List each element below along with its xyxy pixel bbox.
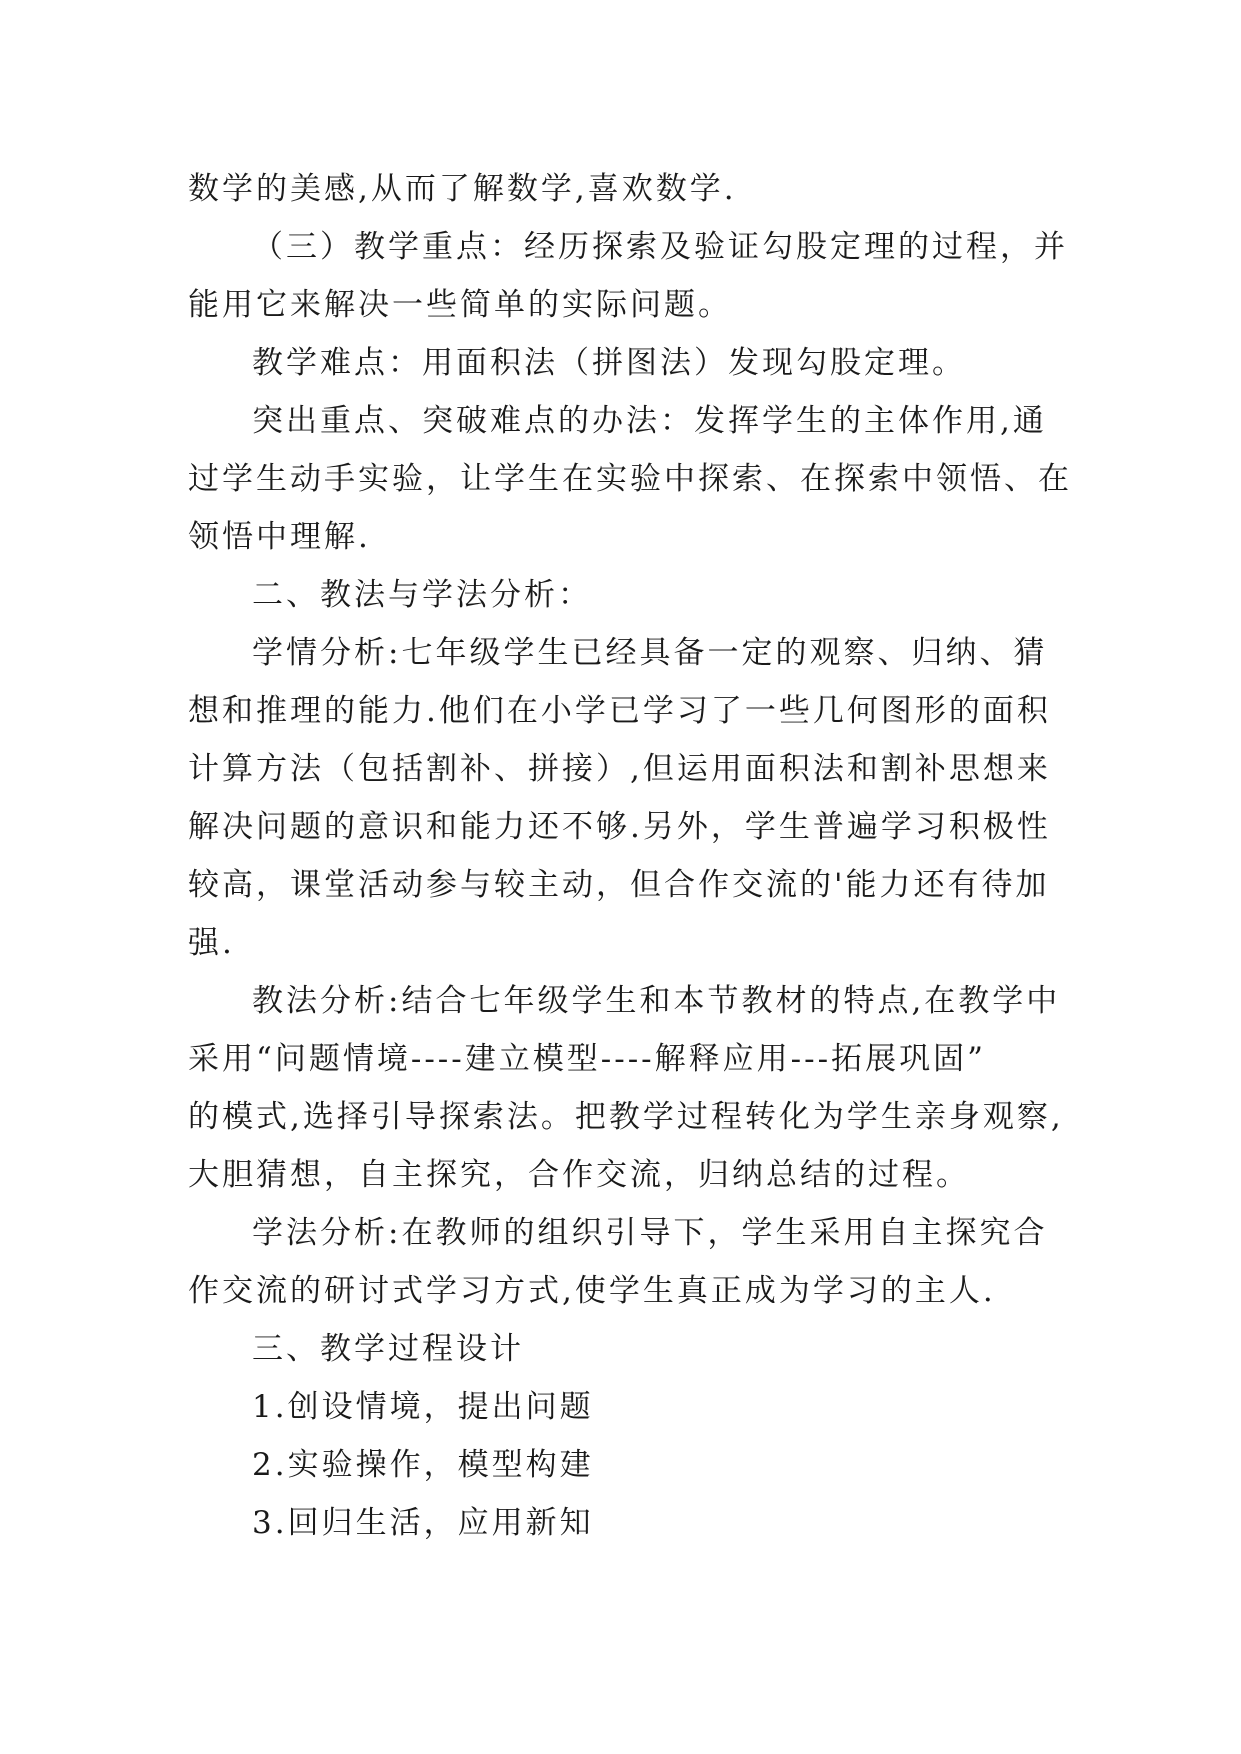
text-line: 突出重点、突破难点的办法：发挥学生的主体作用,通 — [252, 403, 1047, 439]
text-line: 1.创设情境，提出问题 — [252, 1389, 594, 1425]
text-line: 教学难点：用面积法（拼图法）发现勾股定理。 — [252, 345, 966, 381]
text-line: （三）教学重点：经历探索及验证勾股定理的过程，并 — [252, 229, 1068, 265]
text-line: 能用它来解决一些简单的实际问题。 — [188, 287, 732, 323]
text-line: 二、教法与学法分析： — [252, 577, 592, 613]
text-line: 计算方法（包括割补、拼接）,但运用面积法和割补思想来 — [188, 751, 1051, 787]
text-line: 的模式,选择引导探索法。把教学过程转化为学生亲身观察, — [188, 1099, 1064, 1135]
text-line: 领悟中理解. — [188, 519, 371, 555]
document-page — [188, 160, 1072, 1552]
text-line: 强. — [188, 925, 235, 961]
text-line: 学情分析:七年级学生已经具备一定的观察、归纳、猜 — [252, 635, 1048, 671]
text-line: 大胆猜想，自主探究，合作交流，归纳总结的过程。 — [188, 1157, 970, 1193]
text-line: 想和推理的能力.他们在小学已学习了一些几何图形的面积 — [188, 693, 1051, 729]
text-line: 数学的美感,从而了解数学,喜欢数学. — [188, 171, 737, 207]
text-line: 较高，课堂活动参与较主动，但合作交流的'能力还有待加 — [188, 867, 1050, 903]
text-line: 过学生动手实验，让学生在实验中探索、在探索中领悟、在 — [188, 461, 1072, 497]
text-line: 采用“问题情境----建立模型----解释应用---拓展巩固” — [188, 1041, 986, 1077]
text-line: 教法分析:结合七年级学生和本节教材的特点,在教学中 — [252, 983, 1061, 1019]
text-line: 作交流的研讨式学习方式,使学生真正成为学习的主人. — [188, 1273, 996, 1309]
text-line: 2.实验操作，模型构建 — [252, 1447, 594, 1483]
text-line: 解决问题的意识和能力还不够.另外，学生普遍学习积极性 — [188, 809, 1051, 845]
text-line: 3.回归生活，应用新知 — [252, 1505, 594, 1541]
text-line: 三、教学过程设计 — [252, 1331, 524, 1367]
text-line: 学法分析:在教师的组织引导下，学生采用自主探究合 — [252, 1215, 1048, 1251]
